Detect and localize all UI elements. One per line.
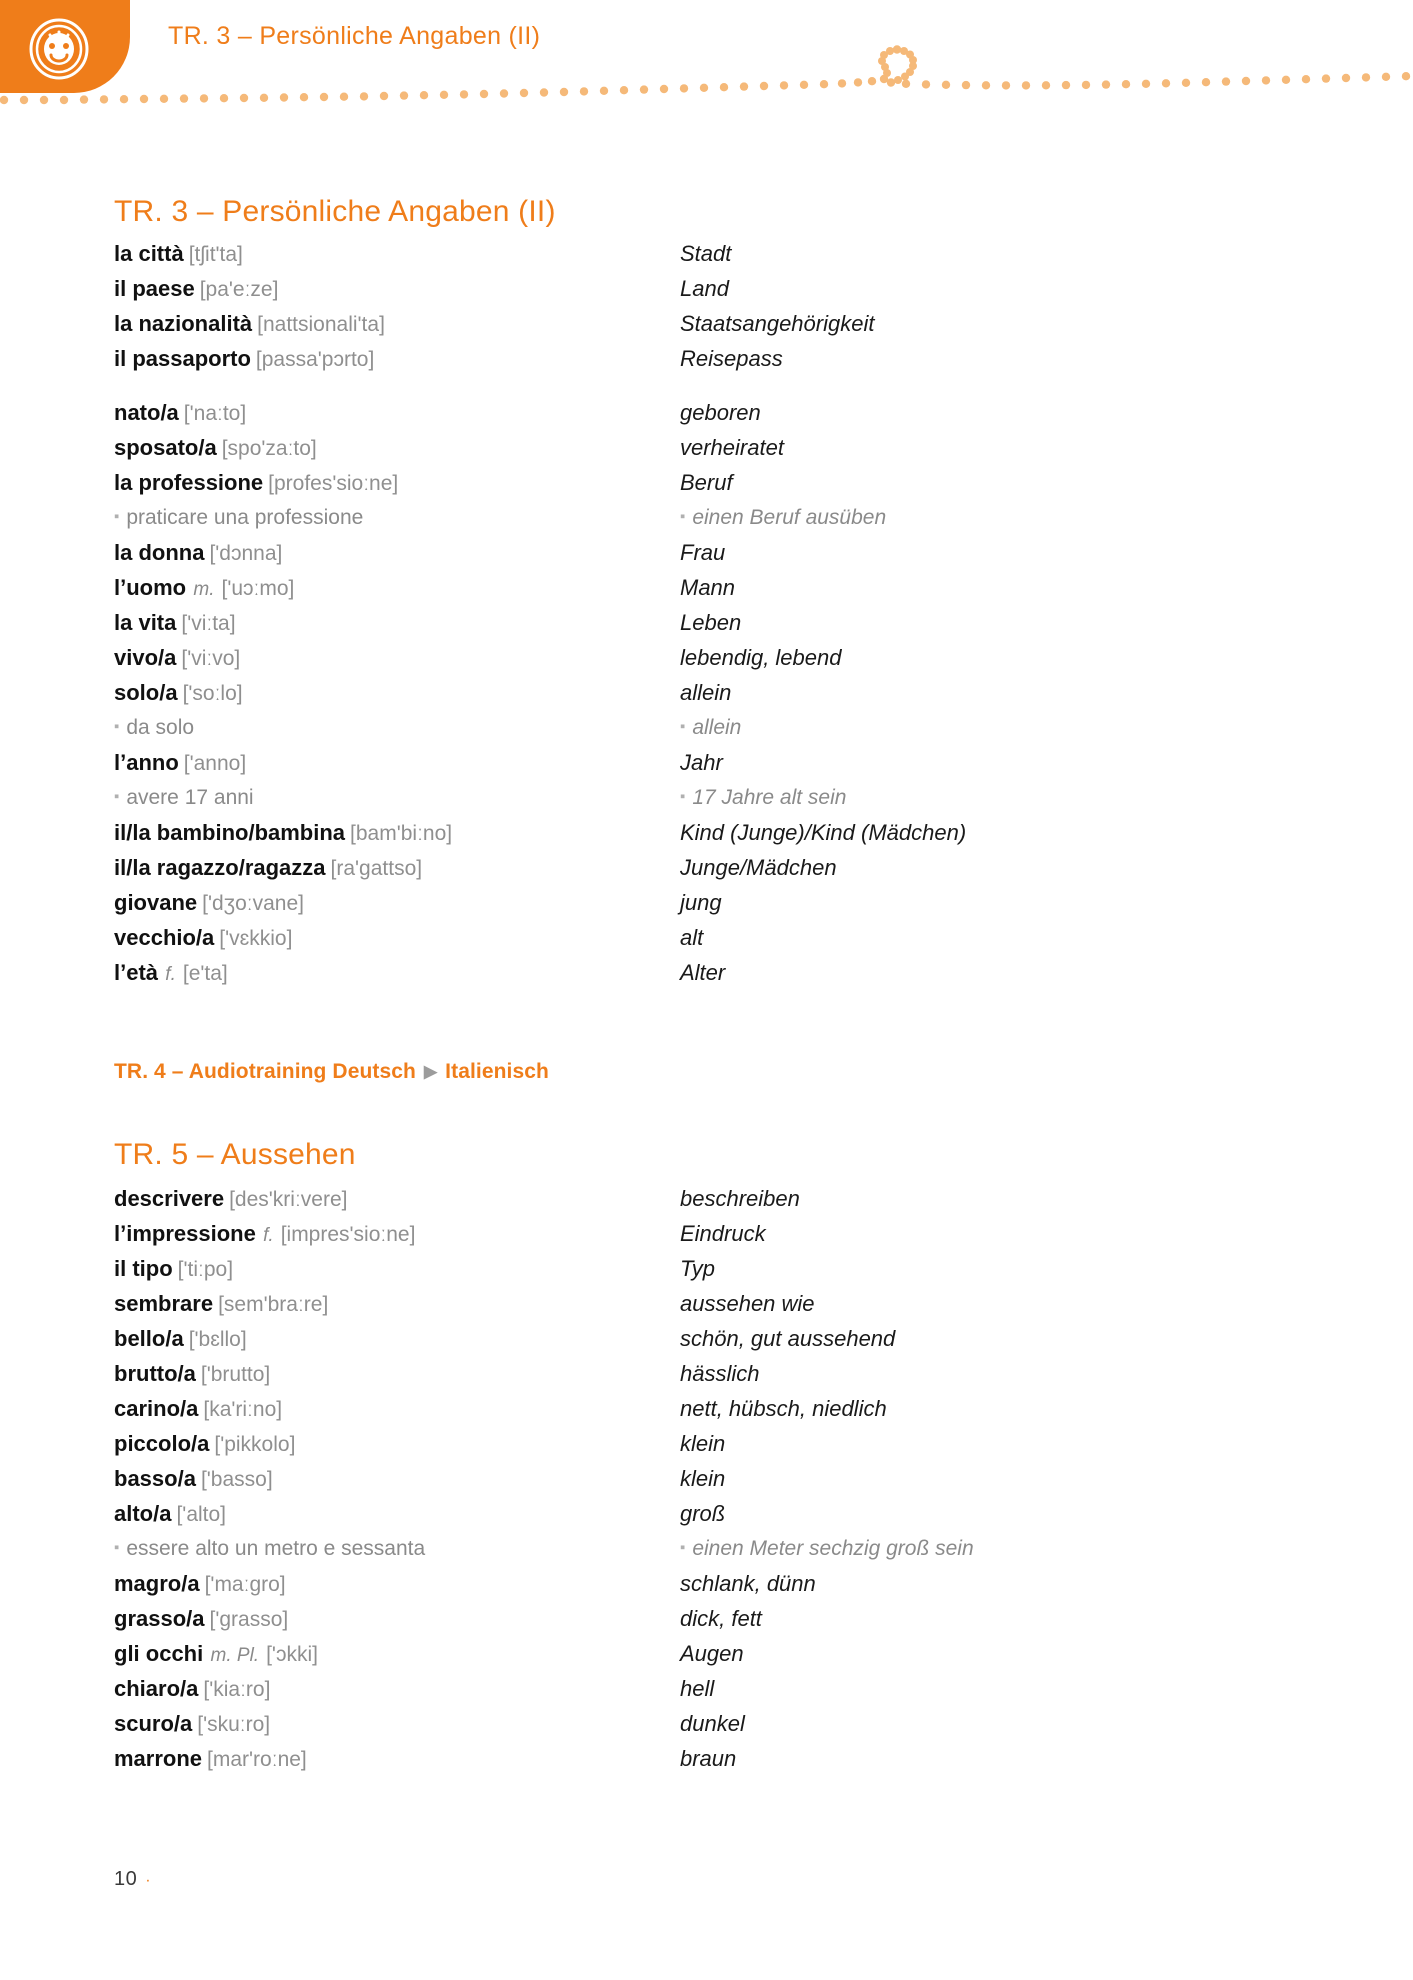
phonetic-transcription: [profes'sioːne] [268,472,399,495]
italian-term-cell [114,1323,674,1356]
german-translation: lebendig, lebend [680,645,842,670]
german-translation-cell [680,817,1380,849]
italian-word: l’età [114,960,159,985]
german-translation-cell [680,712,1380,746]
german-translation-cell [680,887,1380,919]
italian-term-cell [114,1288,674,1321]
italian-word: magro/a [114,1571,200,1596]
german-translation: Stadt [680,241,732,266]
german-translation: alt [680,925,704,950]
phonetic-transcription: ['uɔːmo] [221,577,295,600]
italian-word: la donna [114,540,205,565]
german-translation-cell [680,1183,1380,1215]
german-translation: geboren [680,400,761,425]
italian-word: carino/a [114,1396,199,1421]
page-number: 10 [114,1868,138,1890]
italian-term-cell [114,432,674,465]
german-translation-cell [680,1393,1380,1425]
italian-word: alto/a [114,1501,172,1526]
vocab-row [0,1498,1413,1533]
phonetic-transcription: ['ɔkki] [266,1643,318,1666]
phonetic-transcription: [sem'braːre] [218,1293,329,1316]
vocab-row [0,642,1413,677]
italian-word: il/la ragazzo/ragazza [114,855,326,880]
phonetic-transcription: [ka'riːno] [203,1398,283,1421]
italian-term-cell [114,1393,674,1426]
italian-word: bello/a [114,1326,184,1351]
phonetic-transcription: ['alto] [176,1503,227,1526]
italian-term-cell [114,712,674,746]
vocab-list-tr3 [0,238,1413,992]
italian-term-cell [114,1428,674,1461]
italian-term-cell [114,607,674,640]
phonetic-transcription: ['basso] [200,1468,273,1491]
german-translation: hässlich [680,1361,760,1386]
italian-term-cell [114,817,674,850]
vocab-row [0,677,1413,712]
italian-term-cell [114,1358,674,1391]
german-translation: Leben [680,610,742,635]
german-translation: braun [680,1746,737,1771]
german-translation: jung [680,890,722,915]
bullet-icon: ▪ [114,508,120,525]
italian-term-cell [114,1708,674,1741]
vocab-row [0,273,1413,308]
italian-word: il tipo [114,1256,173,1281]
section-heading-tr5: TR. 5 – Aussehen [114,1138,356,1171]
italian-word: chiaro/a [114,1676,199,1701]
italian-word: il/la bambino/bambina [114,820,346,845]
gender-marker: m. Pl. [205,1645,260,1666]
italian-term-cell [114,1603,674,1636]
phonetic-transcription: [impres'sioːne] [280,1223,416,1246]
german-translation: verheiratet [680,435,784,460]
german-translation-cell [680,607,1380,639]
italian-term-cell [114,343,674,376]
german-translation-cell [680,397,1380,429]
italian-word: nato/a [114,400,179,425]
bullet-icon: ▪ [680,718,686,735]
bullet-icon: ▪ [680,1539,686,1556]
vocab-row [0,1218,1413,1253]
german-translation-cell [680,677,1380,709]
phonetic-transcription: ['pikkolo] [214,1433,296,1456]
german-translation: Beruf [680,470,733,495]
italian-word: grasso/a [114,1606,205,1631]
dotted-loop-line-icon [0,18,1413,118]
gender-marker: f. [257,1225,274,1246]
italian-term-cell [114,1533,674,1567]
page-header [0,0,1413,120]
german-translation-cell [680,1568,1380,1600]
bullet-icon: ▪ [680,788,686,805]
german-translation: dunkel [680,1711,745,1736]
german-translation-cell [680,1253,1380,1285]
german-translation-cell [680,747,1380,779]
italian-term-cell [114,782,674,816]
italian-word: la professione [114,470,264,495]
italian-word: brutto/a [114,1361,196,1386]
section-heading-tr4 [114,1060,549,1084]
german-translation: einen Meter sechzig groß sein [692,1537,974,1560]
bullet-icon: ▪ [114,1539,120,1556]
vocab-row [0,467,1413,502]
phonetic-transcription: ['maːgro] [204,1573,286,1596]
italian-word: giovane [114,890,198,915]
phonetic-transcription: [nattsionali'ta] [257,313,385,336]
italian-term-cell [114,677,674,710]
phonetic-transcription: ['tiːpo] [177,1258,234,1281]
german-translation-cell [680,1428,1380,1460]
german-translation: dick, fett [680,1606,762,1631]
vocab-row [0,1603,1413,1638]
italian-term-cell [114,1673,674,1706]
vocab-row [0,1463,1413,1498]
german-translation: Augen [680,1641,744,1666]
phonetic-transcription: [passa'pɔrto] [255,348,375,371]
german-translation-cell [680,1498,1380,1530]
german-translation: Reisepass [680,346,783,371]
vocab-row [0,397,1413,432]
italian-term-cell [114,1498,674,1531]
tr4-heading-suffix: Italienisch [445,1060,549,1083]
vocab-row [0,1183,1413,1218]
italian-word: sembrare [114,1291,214,1316]
italian-term-cell [114,1463,674,1496]
phonetic-transcription: ['viːta] [181,612,236,635]
italian-term-cell [114,1253,674,1286]
german-translation: aussehen wie [680,1291,815,1316]
italian-term-cell [114,1568,674,1601]
german-translation-cell [680,1743,1380,1775]
italian-word: basso/a [114,1466,196,1491]
german-translation-cell [680,432,1380,464]
phonetic-transcription: [bam'biːno] [350,822,453,845]
italian-term-cell [114,1218,674,1252]
german-translation-cell [680,502,1380,536]
german-translation-cell [680,572,1380,604]
vocab-row [0,1708,1413,1743]
italian-word: sposato/a [114,435,217,460]
german-translation: Jahr [680,750,723,775]
german-translation-cell [680,1463,1380,1495]
italian-term-cell [114,1638,674,1672]
german-translation: Staatsangehörigkeit [680,311,875,336]
german-translation-cell [680,642,1380,674]
phonetic-transcription: ['vɛkkio] [219,927,293,950]
italian-word: vivo/a [114,645,177,670]
german-translation-cell [680,957,1380,989]
german-translation: Mann [680,575,736,600]
italian-term-cell [114,467,674,500]
german-translation-cell [680,308,1380,340]
gender-marker: m. [188,579,215,600]
bullet-icon: ▪ [680,508,686,525]
vocab-row [0,238,1413,273]
play-triangle-icon: ▶ [423,1062,438,1081]
german-translation-cell [680,343,1380,375]
italian-phrase: avere 17 anni [126,786,254,809]
vocab-row [0,572,1413,607]
german-translation-cell [680,852,1380,884]
italian-term-cell [114,852,674,885]
italian-term-cell [114,572,674,606]
vocab-row [0,817,1413,852]
tr4-heading-prefix: TR. 4 – Audiotraining Deutsch [114,1060,416,1083]
german-translation: Kind (Junge)/Kind (Mädchen) [680,820,967,845]
italian-term-cell [114,537,674,570]
german-translation: allein [692,716,742,739]
header-title: TR. 3 – Persönliche Angaben (II) [168,22,541,50]
german-translation-cell [680,782,1380,816]
german-translation: 17 Jahre alt sein [692,786,847,809]
german-translation: beschreiben [680,1186,800,1211]
vocab-row [0,1323,1413,1358]
vocab-row [0,957,1413,992]
italian-term-cell [114,642,674,675]
italian-word: vecchio/a [114,925,215,950]
bullet-icon: ▪ [114,718,120,735]
phonetic-transcription: ['brutto] [200,1363,271,1386]
german-translation-cell [680,1673,1380,1705]
vocab-sub-row [0,1533,1413,1568]
section-heading-tr3: TR. 3 – Persönliche Angaben (II) [114,195,556,228]
italian-word: piccolo/a [114,1431,210,1456]
italian-phrase: essere alto un metro e sessanta [126,1537,426,1560]
vocab-row [0,922,1413,957]
vocab-row [0,887,1413,922]
phonetic-transcription: ['dʒoːvane] [202,892,304,915]
vocab-row [0,308,1413,343]
italian-word: gli occhi [114,1641,204,1666]
vocab-row [0,537,1413,572]
german-translation: groß [680,1501,726,1526]
vocab-sub-row [0,712,1413,747]
german-translation-cell [680,922,1380,954]
vocab-row [0,432,1413,467]
italian-word: descrivere [114,1186,225,1211]
italian-word: la nazionalità [114,311,253,336]
italian-word: marrone [114,1746,203,1771]
vocab-sub-row [0,502,1413,537]
german-translation-cell [680,1708,1380,1740]
german-translation-cell [680,238,1380,270]
phonetic-transcription: [spo'zaːto] [221,437,317,460]
italian-word: l’impressione [114,1221,256,1246]
vocab-row [0,1393,1413,1428]
italian-term-cell [114,502,674,536]
gender-marker: f. [160,964,176,985]
german-translation-cell [680,273,1380,305]
german-translation-cell [680,1218,1380,1250]
vocab-row [0,1673,1413,1708]
german-translation-cell [680,467,1380,499]
vocab-row [0,1253,1413,1288]
italian-term-cell [114,1183,674,1216]
vocab-row [0,747,1413,782]
italian-phrase: praticare una professione [126,506,364,529]
german-translation: schlank, dünn [680,1571,816,1596]
italian-word: il passaporto [114,346,251,371]
italian-term-cell [114,273,674,306]
italian-term-cell [114,397,674,430]
vocab-row [0,1568,1413,1603]
italian-phrase: da solo [126,716,195,739]
bullet-icon: ▪ [114,788,120,805]
italian-word: il paese [114,276,195,301]
phonetic-transcription: [des'kriːvere] [229,1188,348,1211]
german-translation: klein [680,1431,726,1456]
vocab-row [0,1428,1413,1463]
german-translation-cell [680,1533,1380,1567]
page-footer [114,1868,151,1891]
phonetic-transcription: ['grasso] [209,1608,289,1631]
italian-term-cell [114,1743,674,1776]
german-translation-cell [680,1323,1380,1355]
phonetic-transcription: [e'ta] [182,962,228,985]
phonetic-transcription: ['naːto] [183,402,247,425]
italian-term-cell [114,747,674,780]
vocab-row [0,607,1413,642]
phonetic-transcription: ['bɛllo] [188,1328,247,1351]
german-translation: Alter [680,960,726,985]
german-translation: Junge/Mädchen [680,855,837,880]
vocab-row [0,852,1413,887]
german-translation: schön, gut aussehend [680,1326,896,1351]
italian-term-cell [114,238,674,271]
phonetic-transcription: ['kiaːro] [203,1678,271,1701]
german-translation-cell [680,1638,1380,1670]
german-translation-cell [680,1603,1380,1635]
german-translation: Frau [680,540,726,565]
phonetic-transcription: ['viːvo] [181,647,241,670]
phonetic-transcription: [tʃit'ta] [188,243,243,266]
german-translation: Eindruck [680,1221,766,1246]
italian-term-cell [114,308,674,341]
german-translation: klein [680,1466,726,1491]
german-translation: allein [680,680,732,705]
italian-term-cell [114,957,674,991]
german-translation: nett, hübsch, niedlich [680,1396,887,1421]
german-translation: einen Beruf ausüben [692,506,887,529]
phonetic-transcription: ['soːlo] [182,682,243,705]
german-translation: Typ [680,1256,716,1281]
vocab-row [0,1743,1413,1778]
german-translation: Land [680,276,729,301]
german-translation-cell [680,1358,1380,1390]
italian-word: l’uomo [114,575,187,600]
italian-word: la città [114,241,184,266]
italian-word: solo/a [114,680,178,705]
vocab-row [0,1358,1413,1393]
vocab-list-tr5 [0,1183,1413,1778]
vocab-row [0,343,1413,378]
vocab-row [0,1288,1413,1323]
phonetic-transcription: ['skuːro] [197,1713,271,1736]
italian-term-cell [114,887,674,920]
phonetic-transcription: ['dɔnna] [209,542,283,565]
italian-term-cell [114,922,674,955]
german-translation-cell [680,1288,1380,1320]
vocab-row [0,1638,1413,1673]
italian-word: la vita [114,610,177,635]
phonetic-transcription: ['anno] [183,752,247,775]
footer-dot-icon: · [145,1872,152,1889]
italian-word: l’anno [114,750,179,775]
phonetic-transcription: [mar'roːne] [207,1748,307,1771]
phonetic-transcription: [pa'eːze] [199,278,279,301]
german-translation: hell [680,1676,715,1701]
vocab-sub-row [0,782,1413,817]
italian-word: scuro/a [114,1711,193,1736]
german-translation-cell [680,537,1380,569]
phonetic-transcription: [ra'gattso] [330,857,423,880]
